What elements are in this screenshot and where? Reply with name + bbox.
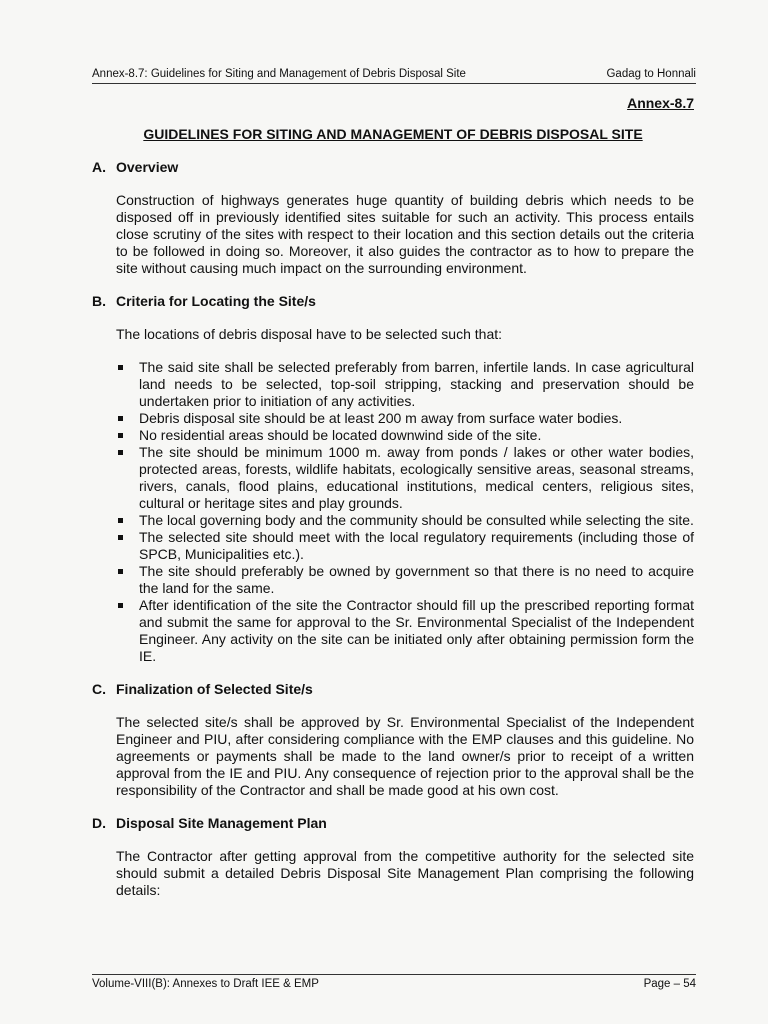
footer-left-text: Volume-VIII(B): Annexes to Draft IEE & EMP	[92, 978, 319, 990]
section-d-letter: D.	[92, 815, 106, 831]
section-b-title: Criteria for Locating the Site/s	[116, 293, 316, 309]
section-c-title: Finalization of Selected Site/s	[116, 681, 313, 697]
list-item: The said site shall be selected preferably from barren, infertile lands. In case agricultural land needs to be selected, top-soil stripping, stacking and preservation should be undertaken prior to initiation of any activities.	[116, 359, 694, 410]
running-header	[92, 68, 696, 84]
annex-tag: Annex-8.7	[627, 95, 694, 111]
page-title: GUIDELINES FOR SITING AND MANAGEMENT OF DEBRIS DISPOSAL SITE	[143, 126, 643, 142]
list-item: The site should preferably be owned by government so that there is no need to acquire the land for the same.	[116, 563, 694, 597]
header-right-text: Gadag to Honnali	[606, 68, 696, 80]
header-left-text: Annex-8.7: Guidelines for Siting and Management of Debris Disposal Site	[92, 68, 466, 80]
section-c-paragraph: The selected site/s shall be approved by Sr. Environmental Specialist of the Independent Engineer and PIU, after considering compliance with the EMP clauses and this guideline. No agreements or payments shall be made to the land owner/s prior to receipt of a written approval from the IE and PIU. Any consequence of rejection prior to the approval shall be the responsibility of the Contractor and shall be made good at his own cost.	[116, 714, 694, 798]
section-d-paragraph: The Contractor after getting approval from the competitive authority for the selected site should submit a detailed Debris Disposal Site Management Plan comprising the following details:	[116, 848, 694, 898]
section-d-heading	[92, 815, 694, 832]
running-footer	[92, 974, 696, 990]
list-item: Debris disposal site should be at least 200 m away from surface water bodies.	[116, 410, 694, 427]
section-c-letter: C.	[92, 681, 106, 697]
criteria-list	[116, 359, 694, 665]
list-item: No residential areas should be located downwind side of the site.	[116, 427, 694, 444]
section-a-paragraph: Construction of highways generates huge quantity of building debris which needs to be disposed off in previously identified sites suitable for such an activity. This process entails close scrutiny of the sites with respect to their location and this section details out the criteria to be followed in doing so. Moreover, it also guides the contractor as to how to prepare the site without causing much impact on the surrounding environment.	[116, 192, 694, 276]
section-a-title: Overview	[116, 159, 179, 175]
section-b-intro: The locations of debris disposal have to be selected such that:	[116, 326, 503, 342]
document-body	[92, 95, 694, 915]
list-item: After identification of the site the Contractor should fill up the prescribed reporting format and submit the same for approval to the Sr. Environmental Specialist of the Independent Engineer. Any activity on the site can be initiated only after obtaining permission form the IE.	[116, 597, 694, 665]
section-d-title: Disposal Site Management Plan	[116, 815, 327, 831]
section-b-letter: B.	[92, 293, 106, 309]
section-b-heading	[92, 293, 694, 310]
section-a-letter: A.	[92, 159, 106, 175]
section-c-heading	[92, 681, 694, 698]
page-number: Page – 54	[643, 978, 696, 990]
list-item: The local governing body and the community should be consulted while selecting the site.	[116, 512, 694, 529]
list-item: The site should be minimum 1000 m. away from ponds / lakes or other water bodies, protected areas, forests, wildlife habitats, ecologically sensitive areas, seasonal streams, rivers, canals, flood plains, educational institutions, medical centers, religious sites, cultural or heritage sites and play grounds.	[116, 444, 694, 512]
section-a-heading	[92, 159, 694, 176]
list-item: The selected site should meet with the local regulatory requirements (including those of SPCB, Municipalities etc.).	[116, 529, 694, 563]
